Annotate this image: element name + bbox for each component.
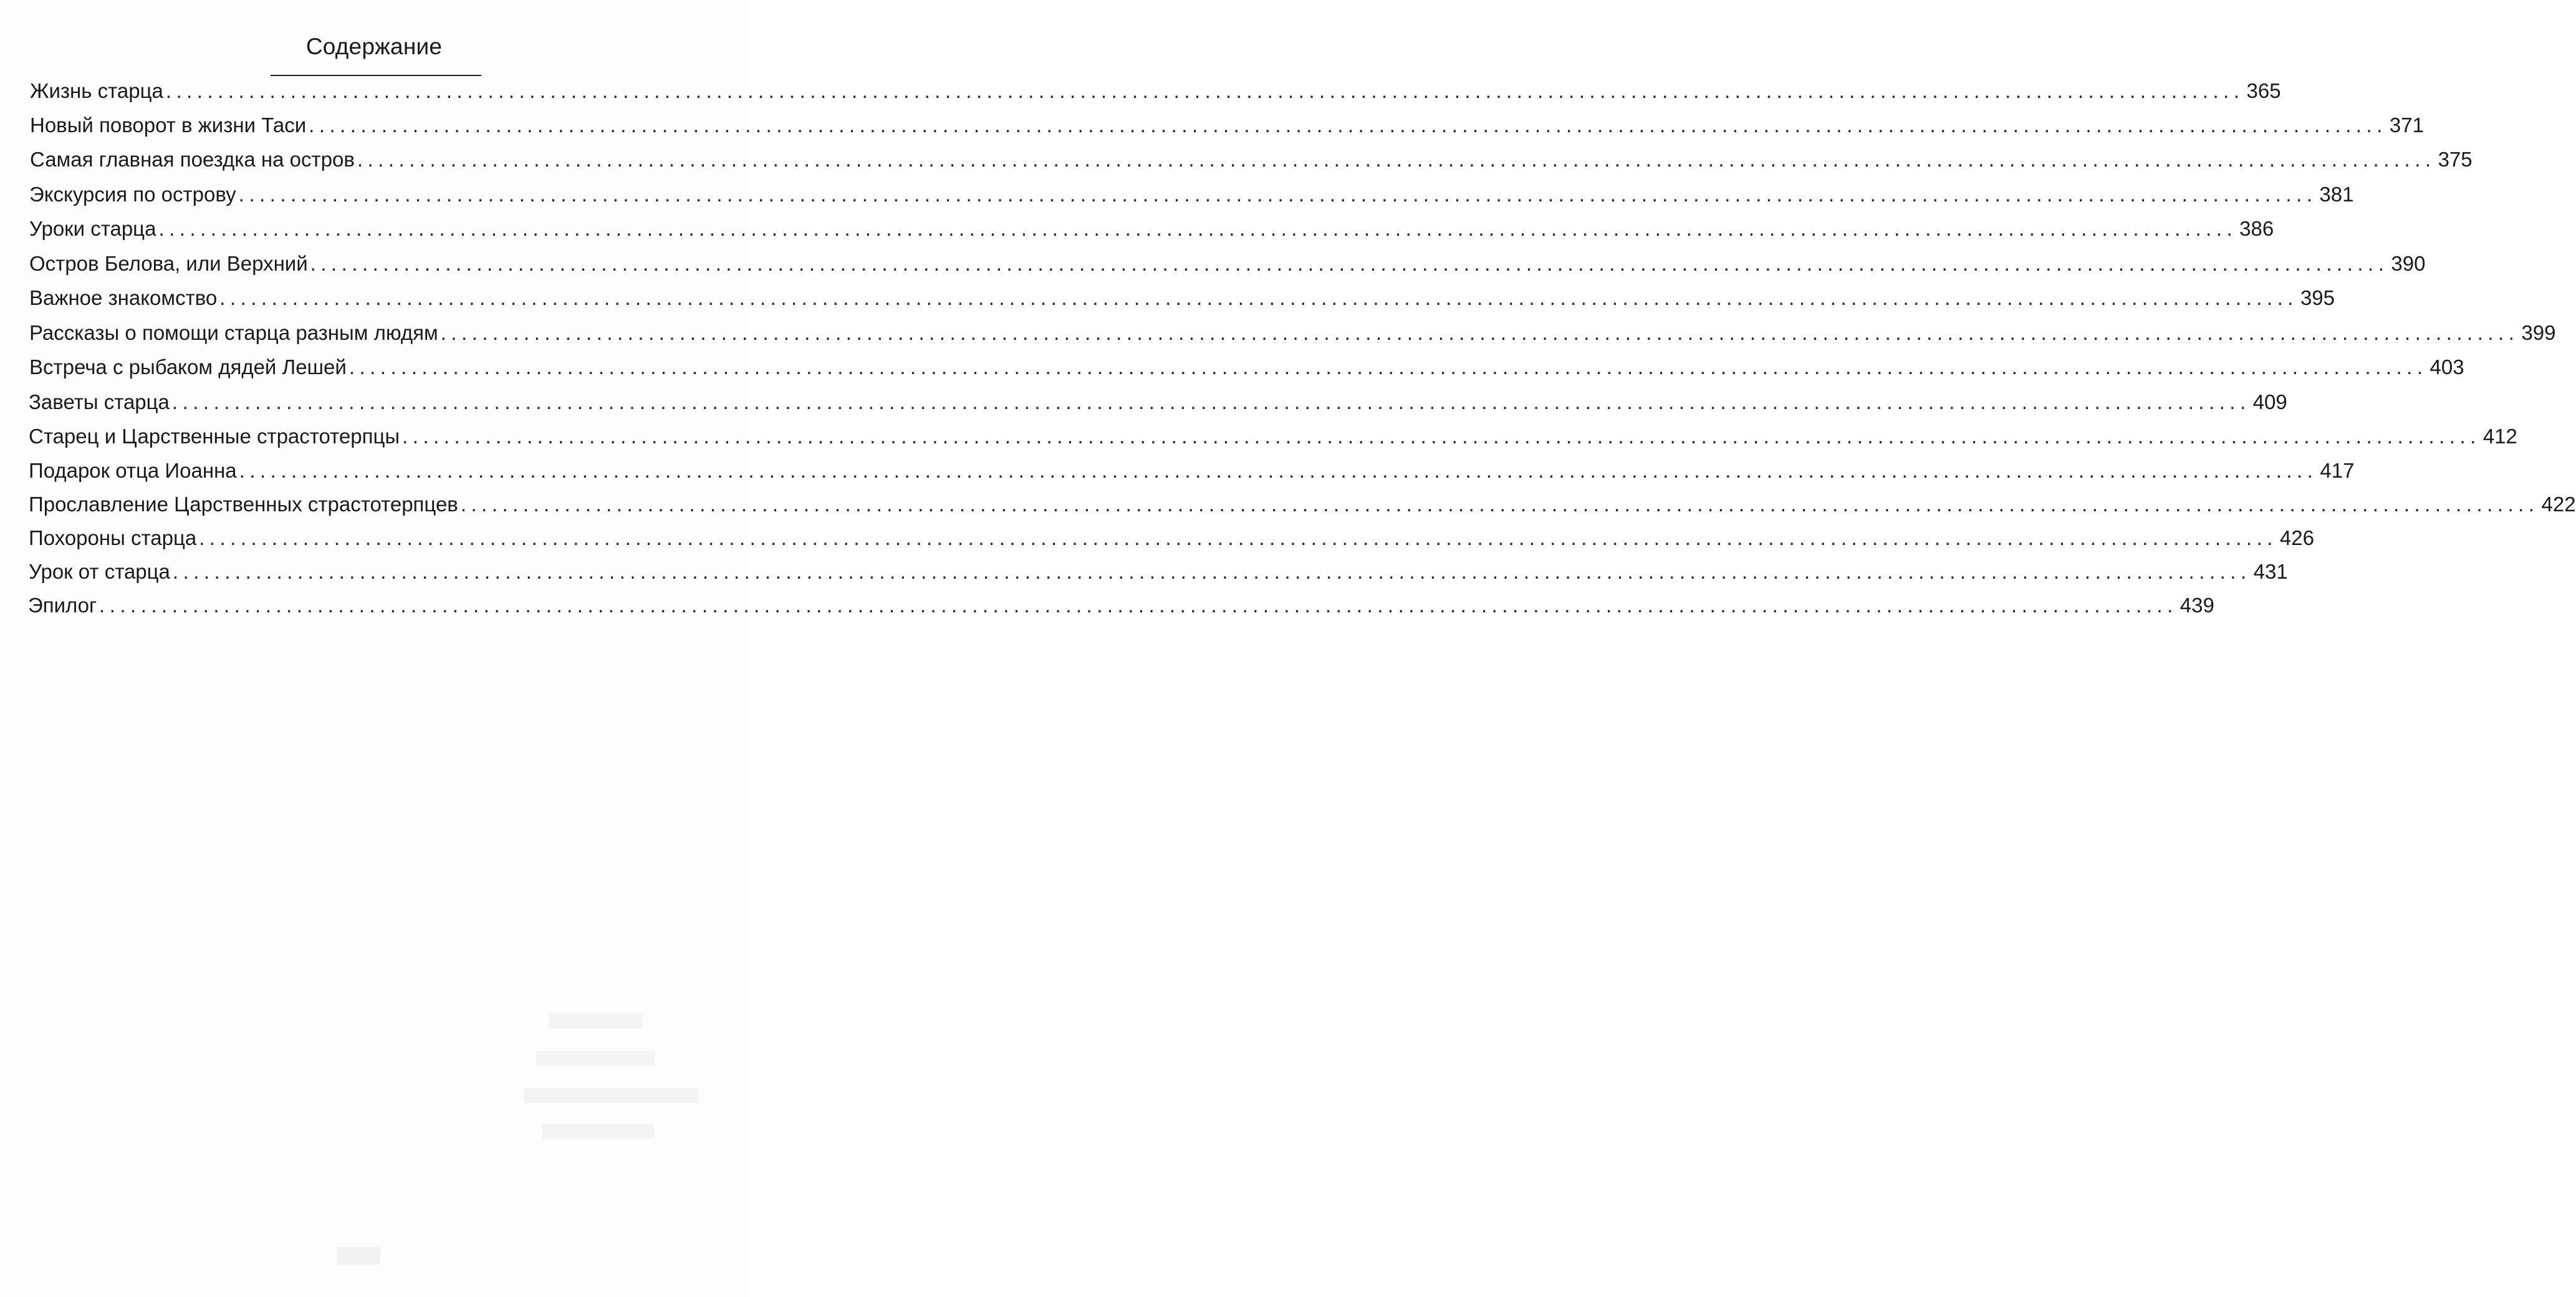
- toc-dot-leader: ........................................................................................................................................................................................................: [199, 526, 2277, 549]
- toc-entry-page: 422: [2541, 493, 2576, 516]
- toc-entry-page: 409: [2252, 390, 2287, 413]
- toc-entry: [29, 387, 2287, 417]
- show-through-mark: [337, 1247, 380, 1265]
- toc-entry-page: 439: [2180, 594, 2214, 617]
- toc-entry: [29, 214, 2274, 244]
- show-through-mark: [536, 1051, 655, 1066]
- toc-entry: [29, 318, 2556, 348]
- toc-entry-page: 371: [2389, 113, 2424, 137]
- toc-entry-page: 386: [2239, 217, 2274, 240]
- toc-entry-title: Заветы старца: [29, 390, 170, 413]
- toc-entry-title: Самая главная поездка на остров: [30, 148, 355, 171]
- toc-entry-page: 399: [2521, 321, 2556, 344]
- toc-entry-title: Уроки старца: [29, 217, 156, 240]
- toc-dot-leader: ........................................................................................................................................................................................................: [172, 560, 2251, 583]
- toc-dot-leader: ........................................................................................................................................................................................................: [219, 286, 2298, 309]
- toc-entry: [29, 489, 2576, 519]
- toc-entry: [30, 110, 2424, 140]
- toc-entry-page: 412: [2482, 425, 2517, 448]
- toc-entry: [29, 283, 2335, 313]
- toc-entry: [29, 523, 2314, 553]
- toc-dot-leader: ........................................................................................................................................................................................................: [440, 321, 2519, 344]
- toc-entry: [29, 456, 2355, 486]
- toc-entry: [29, 422, 2517, 451]
- show-through-mark: [524, 1088, 698, 1103]
- toc-entry-page: 390: [2391, 252, 2426, 275]
- show-through-mark: [549, 1014, 642, 1029]
- toc-entry-title: Урок от старца: [29, 560, 170, 583]
- toc-entry-title: Прославление Царственных страстотерпцев: [29, 493, 458, 516]
- toc-dot-leader: ........................................................................................................................................................................................................: [309, 113, 2387, 137]
- toc-dot-leader: ........................................................................................................................................................................................................: [357, 148, 2436, 171]
- toc-entry: [29, 249, 2426, 279]
- toc-entry-page: 431: [2253, 560, 2288, 583]
- toc-entry: [29, 180, 2354, 210]
- toc-dot-leader: ........................................................................................................................................................................................................: [171, 390, 2251, 413]
- toc-dot-leader: ........................................................................................................................................................................................................: [460, 493, 2539, 516]
- toc-entry-page: 381: [2319, 183, 2354, 206]
- toc-entry: [30, 76, 2281, 106]
- toc-entry-page: 417: [2320, 459, 2355, 482]
- toc-entry-title: Рассказы о помощи старца разным людям: [29, 321, 438, 344]
- toc-entry-title: Старец и Царственные страстотерпцы: [29, 425, 400, 448]
- toc-entry-page: 426: [2279, 526, 2314, 549]
- toc-dot-leader: ........................................................................................................................................................................................................: [239, 459, 2318, 482]
- toc-entry-title: Эпилог: [28, 594, 97, 617]
- toc-dot-leader: ........................................................................................................................................................................................................: [310, 252, 2389, 275]
- toc-entry-page: 403: [2429, 355, 2464, 378]
- toc-dot-leader: ........................................................................................................................................................................................................: [238, 183, 2317, 206]
- toc-entry-title: Жизнь старца: [30, 79, 163, 102]
- toc-dot-leader: ........................................................................................................................................................................................................: [165, 79, 2244, 102]
- toc-entry-title: Встреча с рыбаком дядей Лешей: [29, 355, 347, 378]
- toc-entry: [29, 557, 2288, 587]
- toc-dot-leader: ........................................................................................................................................................................................................: [158, 217, 2237, 240]
- toc-entry-page: 395: [2300, 286, 2335, 309]
- toc-entry: [30, 145, 2473, 175]
- toc-entry-page: 365: [2246, 79, 2281, 102]
- show-through-mark: [542, 1124, 655, 1139]
- toc-entry: [28, 591, 2214, 620]
- toc-dot-leader: ........................................................................................................................................................................................................: [348, 355, 2428, 378]
- toc-entry-title: Новый поворот в жизни Таси: [30, 113, 307, 137]
- toc-dot-leader: ........................................................................................................................................................................................................: [402, 425, 2481, 448]
- toc-entry-title: Подарок отца Иоанна: [29, 459, 237, 482]
- toc-entry-title: Экскурсия по острову: [29, 183, 236, 206]
- toc-entry-title: Важное знакомство: [29, 286, 218, 309]
- toc-entry-title: Похороны старца: [29, 526, 197, 549]
- page-title: Содержание: [305, 34, 443, 59]
- toc-entry-title: Остров Белова, или Верхний: [29, 252, 308, 275]
- toc-dot-leader: ........................................................................................................................................................................................................: [99, 594, 2178, 617]
- toc-entry: [29, 352, 2464, 382]
- toc-entry-page: 375: [2438, 148, 2473, 171]
